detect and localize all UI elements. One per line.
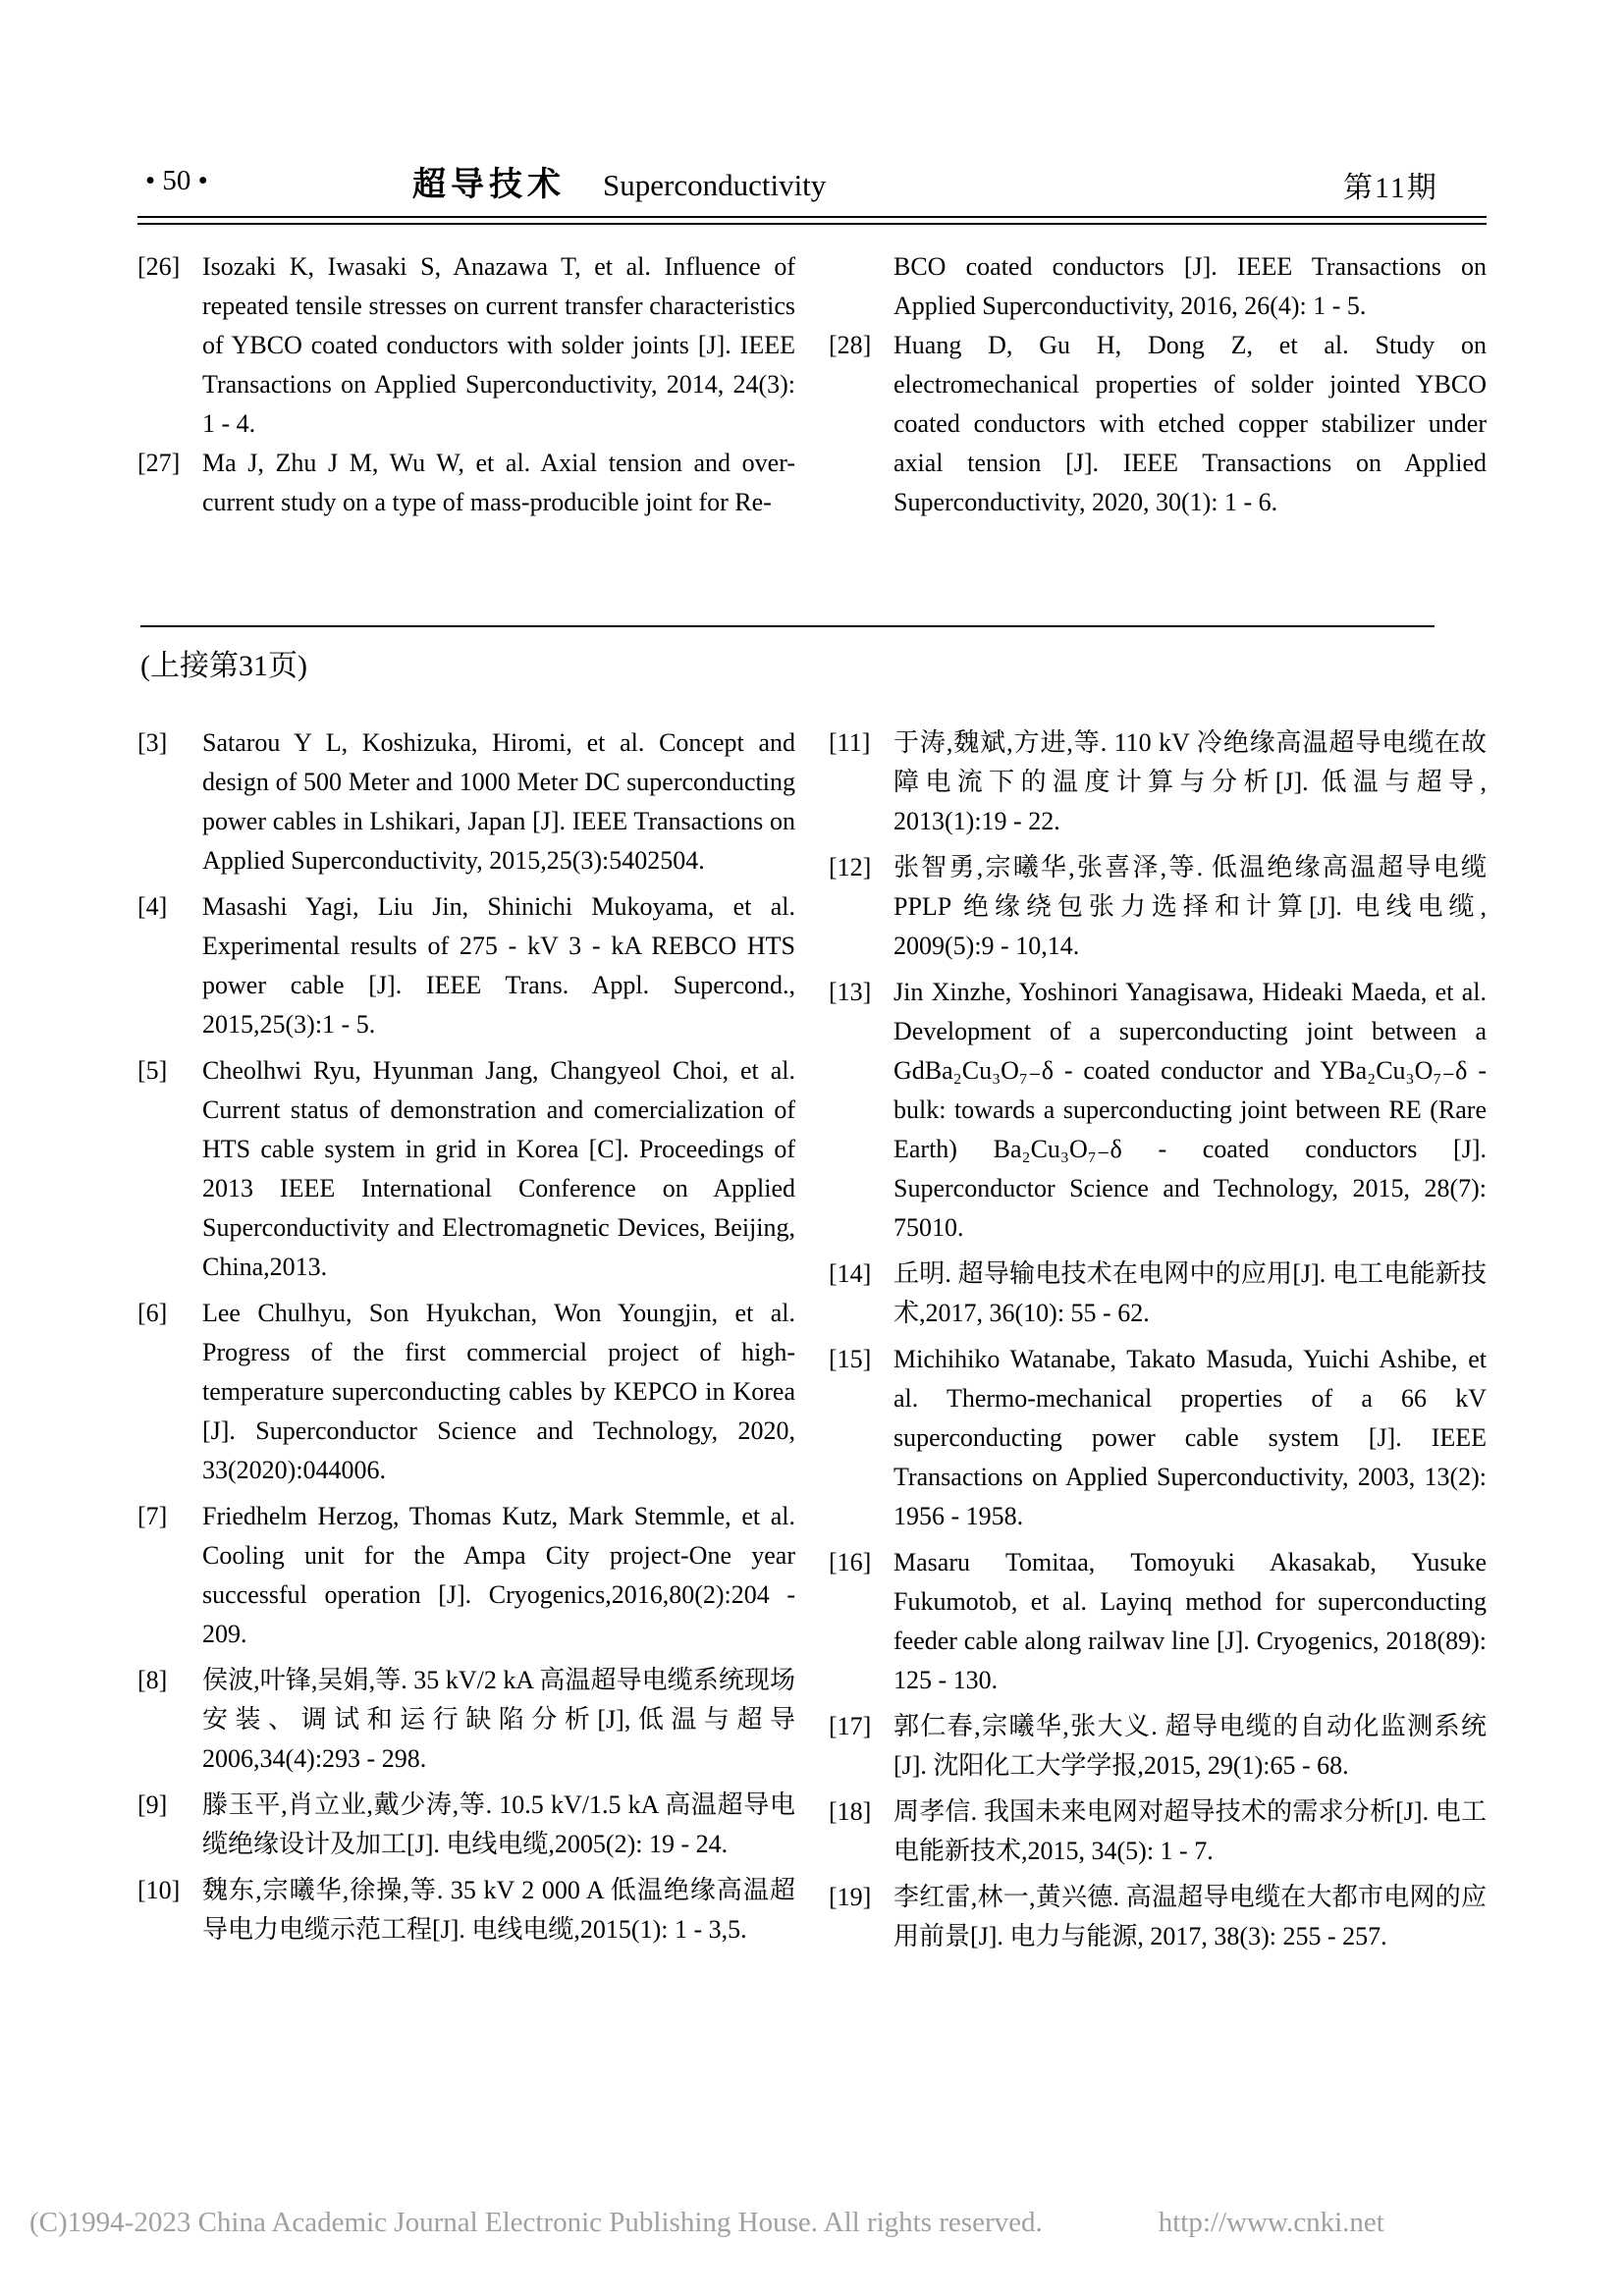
reference-marker: [16] bbox=[829, 1548, 872, 1576]
reference-marker: [7] bbox=[137, 1502, 168, 1530]
reference-item-16 bbox=[829, 1543, 1487, 1700]
reference-item-11 bbox=[829, 723, 1487, 841]
reference-marker: [19] bbox=[829, 1883, 872, 1911]
issue-label: 第11期 bbox=[1343, 172, 1438, 204]
reference-marker bbox=[829, 247, 893, 326]
continuation-note: (上接第31页) bbox=[140, 650, 307, 682]
reference-marker: [18] bbox=[829, 1797, 872, 1826]
reference-text: Lee Chulhyu, Son Hyukchan, Won Youngjin, et al. Progress of the first commercial project of high-temperature superconducting cables by KEPCO in Korea [J]. Superconductor Science and Technology, 2020, 33(2020):044006. bbox=[202, 1299, 795, 1484]
reference-item-19 bbox=[829, 1878, 1487, 1956]
journal-title-cn: 超导技术 bbox=[412, 166, 566, 203]
reference-text: Masashi Yagi, Liu Jin, Shinichi Mukoyama, et al. Experimental results of 275 - kV 3 - kA REBCO HTS power cable [J]. IEEE Trans. Appl. Supercond., 2015,25(3):1 - 5. bbox=[202, 892, 795, 1039]
reference-marker: [15] bbox=[829, 1345, 872, 1373]
reference-text: 滕玉平,肖立业,戴少涛,等. 10.5 kV/1.5 kA 高温超导电缆绝缘设计及加工[J]. 电线电缆,2005(2): 19 - 24. bbox=[202, 1790, 795, 1858]
reference-marker: [9] bbox=[137, 1790, 168, 1819]
references-main-section bbox=[137, 723, 1487, 1963]
reference-marker: [28] bbox=[829, 331, 872, 359]
reference-text: Masaru Tomitaa, Tomoyuki Akasakab, Yusuke Fukumotob, et al. Layinq method for superconducting feeder cable along railwav line [J]. Cryogenics, 2018(89): 125 - 130. bbox=[893, 1548, 1487, 1694]
section-divider-rule bbox=[140, 625, 1435, 627]
reference-item-4 bbox=[137, 887, 795, 1044]
references-main-left-column bbox=[137, 723, 795, 1963]
reference-item-17 bbox=[829, 1707, 1487, 1786]
reference-item-12 bbox=[829, 848, 1487, 966]
reference-text: Satarou Y L, Koshizuka, Hiromi, et al. Concept and design of 500 Meter and 1000 Meter DC superconducting power cables in Lshikari, Japan [J]. IEEE Transactions on Applied Superconductivity, 2015,25(3):5402504. bbox=[202, 728, 795, 875]
reference-marker: [10] bbox=[137, 1876, 181, 1904]
reference-text: 丘明. 超导输电技术在电网中的应用[J]. 电工电能新技术,2017, 36(10): 55 - 62. bbox=[893, 1259, 1487, 1327]
reference-marker: [3] bbox=[137, 728, 168, 757]
reference-marker: [4] bbox=[137, 892, 168, 921]
reference-item-28 bbox=[829, 326, 1487, 522]
reference-marker: [13] bbox=[829, 978, 872, 1006]
reference-item-26 bbox=[137, 247, 795, 444]
reference-text: 李红雷,林一,黄兴德. 高温超导电缆在大都市电网的应用前景[J]. 电力与能源, 2017, 38(3): 255 - 257. bbox=[893, 1883, 1487, 1950]
reference-text: 周孝信. 我国未来电网对超导技术的需求分析[J]. 电工电能新技术,2015, 34(5): 1 - 7. bbox=[893, 1797, 1487, 1865]
reference-item-13 bbox=[829, 973, 1487, 1248]
reference-text: 魏东,宗曦华,徐操,等. 35 kV 2 000 A 低温绝缘高温超导电力电缆示范工程[J]. 电线电缆,2015(1): 1 - 3,5. bbox=[202, 1876, 795, 1944]
reference-item-5 bbox=[137, 1051, 795, 1287]
reference-marker: [5] bbox=[137, 1056, 168, 1085]
reference-marker: [12] bbox=[829, 853, 872, 881]
reference-item-9 bbox=[137, 1786, 795, 1864]
reference-marker: [8] bbox=[137, 1666, 168, 1694]
reference-item-27-continued bbox=[829, 247, 1487, 326]
reference-marker: [14] bbox=[829, 1259, 872, 1288]
cnki-url: http://www.cnki.net bbox=[1158, 2207, 1384, 2238]
reference-marker: [6] bbox=[137, 1299, 168, 1327]
reference-text: Isozaki K, Iwasaki S, Anazawa T, et al. Influence of repeated tensile stresses on current transfer characteristics of YBCO coated conductors with solder joints [J]. IEEE Transactions on Applied Superconductivity, 2014, 24(3): 1 - 4. bbox=[202, 252, 795, 438]
reference-item-7 bbox=[137, 1497, 795, 1654]
header-rule bbox=[137, 216, 1487, 225]
reference-text: 于涛,魏斌,方进,等. 110 kV 冷绝缘高温超导电缆在故障电流下的温度计算与分析[J]. 低温与超导, 2013(1):19 - 22. bbox=[893, 728, 1487, 835]
reference-text: Ma J, Zhu J M, Wu W, et al. Axial tension and over-current study on a type of mass-producible joint for Re- bbox=[202, 449, 795, 516]
reference-marker: [17] bbox=[829, 1712, 872, 1740]
copyright-text: (C)1994-2023 China Academic Journal Electronic Publishing House. All rights reserved. bbox=[29, 2207, 1043, 2238]
reference-item-6 bbox=[137, 1294, 795, 1490]
references-top-left-column bbox=[137, 247, 795, 522]
reference-text: Jin Xinzhe, Yoshinori Yanagisawa, Hideaki Maeda, et al. Development of a superconducting joint between a GdBa₂Cu₃O₇₋δ - coated conductor and YBa₂Cu₃O₇₋δ - bulk: towards a superconducting joint between RE (Rare Earth) Ba₂Cu₃O₇₋δ - coated conductors [J]. Superconductor Science and Technology, 2015, 28(7): 75010. bbox=[893, 978, 1487, 1242]
references-main-right-column bbox=[829, 723, 1487, 1963]
reference-item-10 bbox=[137, 1871, 795, 1949]
reference-item-18 bbox=[829, 1792, 1487, 1871]
reference-item-15 bbox=[829, 1340, 1487, 1536]
reference-item-27 bbox=[137, 444, 795, 522]
reference-item-3 bbox=[137, 723, 795, 881]
journal-title bbox=[412, 157, 826, 205]
reference-text: BCO coated conductors [J]. IEEE Transactions on Applied Superconductivity, 2016, 26(4): 1 - 5. bbox=[893, 252, 1487, 320]
reference-item-8 bbox=[137, 1661, 795, 1779]
reference-text: 张智勇,宗曦华,张喜泽,等. 低温绝缘高温超导电缆 PPLP 绝缘绕包张力选择和计算[J]. 电线电缆, 2009(5):9 - 10,14. bbox=[893, 853, 1487, 960]
reference-text: 郭仁春,宗曦华,张大义. 超导电缆的自动化监测系统[J]. 沈阳化工大学学报,2015, 29(1):65 - 68. bbox=[893, 1712, 1487, 1780]
journal-title-en: Superconductivity bbox=[603, 168, 827, 202]
reference-text: Huang D, Gu H, Dong Z, et al. Study on electromechanical properties of solder jointed YBCO coated conductors with etched copper stabilizer under axial tension [J]. IEEE Transactions on Applied Superconductivity, 2020, 30(1): 1 - 6. bbox=[893, 331, 1487, 516]
reference-marker: [27] bbox=[137, 449, 181, 477]
footer bbox=[29, 2207, 1600, 2239]
reference-text: 侯波,叶锋,吴娟,等. 35 kV/2 kA 高温超导电缆系统现场安装、调试和运行缺陷分析[J],低温与超导 2006,34(4):293 - 298. bbox=[202, 1666, 795, 1773]
reference-marker: [11] bbox=[829, 728, 871, 757]
reference-text: Cheolhwi Ryu, Hyunman Jang, Changyeol Choi, et al. Current status of demonstration and comercialization of HTS cable system in grid in Korea [C]. Proceedings of 2013 IEEE International Conference on Applied Superconductivity and Electromagnetic Devices, Beijing, China,2013. bbox=[202, 1056, 795, 1281]
references-top-section bbox=[137, 247, 1487, 522]
reference-text: Friedhelm Herzog, Thomas Kutz, Mark Stemmle, et al. Cooling unit for the Ampa City project-One year successful operation [J]. Cryogenics,2016,80(2):204 - 209. bbox=[202, 1502, 795, 1648]
reference-marker: [26] bbox=[137, 252, 181, 281]
references-top-right-column bbox=[829, 247, 1487, 522]
page-number: • 50 • bbox=[145, 165, 208, 196]
reference-text: Michihiko Watanabe, Takato Masuda, Yuichi Ashibe, et al. Thermo-mechanical properties of a 66 kV superconducting power cable system [J]. IEEE Transactions on Applied Superconductivity, 2003, 13(2): 1956 - 1958. bbox=[893, 1345, 1487, 1530]
reference-item-14 bbox=[829, 1255, 1487, 1333]
